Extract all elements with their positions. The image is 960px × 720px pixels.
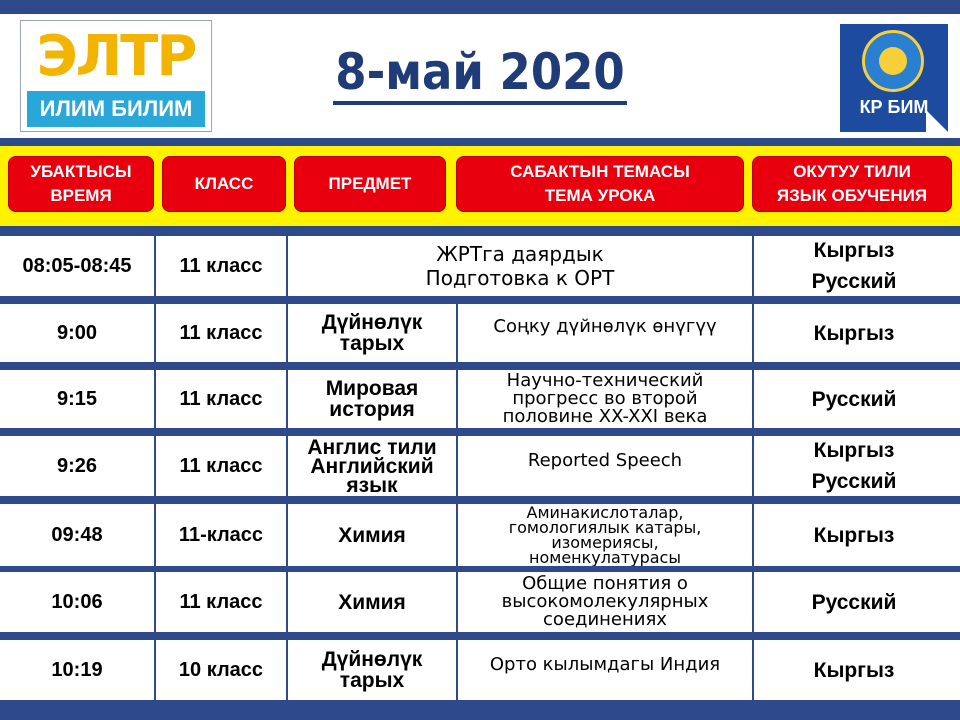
table-row [0, 370, 960, 428]
row-topic [458, 640, 752, 700]
page-title [300, 44, 660, 100]
row-language-line: Кыргыз [813, 658, 895, 682]
emblem-icon [862, 30, 924, 92]
row-topic-line: Орто кылымдагы Индия [489, 654, 721, 675]
row-time: 10:06 [51, 590, 103, 613]
kr-bim-text: КР БИМ [859, 97, 929, 117]
row-topic-line: Аминакислоталар, [526, 504, 684, 522]
row-topic [458, 370, 752, 428]
table-row [0, 436, 960, 496]
row-class: 11 класс [179, 387, 263, 410]
row-language-line: Русский [811, 470, 897, 493]
table-row [0, 504, 960, 566]
column-header-language-line2: ЯЗЫК ОБУЧЕНИЯ [776, 186, 928, 205]
top-band [0, 0, 960, 14]
row-topic-line: высокомолекулярных [501, 591, 709, 612]
row-topic-line: гомологиялык катары, [508, 518, 702, 537]
row-language [754, 504, 954, 566]
column-header-topic-line1: САБАКТЫН ТЕМАСЫ [510, 162, 690, 181]
row-language-line: Кыргыз [813, 321, 895, 345]
table-row [0, 640, 960, 700]
row-subject-line: язык [346, 473, 398, 497]
row-topic [458, 504, 752, 566]
bottom-band [0, 706, 960, 720]
row-class: 11 класс [179, 590, 263, 613]
row-topic [458, 436, 752, 496]
table-row [0, 572, 960, 632]
row-subject-line: тарых [339, 669, 405, 692]
row-language-line: Кыргыз [813, 439, 895, 462]
eltr-logo [20, 20, 212, 132]
row-topic-line: Научно-технический [506, 370, 704, 391]
row-time: 9:15 [56, 387, 98, 410]
row-subject [288, 640, 456, 700]
row-topic-line: ЖРТга даярдык [436, 242, 604, 266]
row-language-line: Русский [811, 270, 897, 293]
row-class: 11 класс [179, 321, 263, 344]
row-language [754, 640, 954, 700]
column-header-language [752, 156, 952, 212]
row-language-line: Русский [811, 387, 897, 411]
row-time: 08:05-08:45 [22, 254, 132, 277]
column-header-topic [456, 156, 744, 212]
row-topic-line: половине XX-XXI века [502, 406, 708, 427]
table-header [0, 146, 960, 226]
column-header-time-line1: УБАКТЫСЫ [30, 162, 132, 181]
row-topic-line: номенкулатурасы [529, 548, 681, 566]
eltr-logo-text: ЭЛТР [36, 24, 196, 89]
row-topic [288, 236, 752, 296]
row-language [754, 304, 954, 362]
kr-bim-logo [840, 24, 948, 132]
table-row [0, 236, 960, 296]
row-language [754, 236, 954, 296]
ilim-bilim-logo-text: ИЛИМ БИЛИМ [27, 91, 205, 127]
row-topic [458, 572, 752, 632]
row-language [754, 436, 954, 496]
column-header-class-line1: КЛАСС [194, 174, 254, 193]
column-header-time-line2: ВРЕМЯ [50, 186, 112, 205]
row-subject [288, 572, 456, 632]
row-class: 11 класс [179, 454, 263, 477]
row-subject-line: Химия [338, 523, 406, 547]
row-subject [288, 304, 456, 362]
row-subject-line: Дүйнөлүк [321, 311, 423, 334]
row-language-line: Русский [811, 590, 897, 614]
row-subject-line: история [329, 398, 415, 421]
row-subject-line: Англис тили [307, 435, 437, 459]
row-language [754, 572, 954, 632]
row-class: 11 класс [179, 254, 263, 277]
page-title-text: 8-май 2020 [333, 43, 626, 105]
row-subject-line: Мировая [325, 377, 419, 400]
row-time: 9:26 [56, 454, 98, 477]
row-topic [458, 304, 752, 362]
column-header-class [162, 156, 286, 212]
row-time: 10:19 [51, 658, 103, 681]
row-topic-line: соединениях [543, 609, 667, 630]
row-subject-line: Химия [338, 590, 406, 614]
column-header-time [8, 156, 154, 212]
column-header-language-line1: ОКУТУУ ТИЛИ [793, 162, 911, 181]
row-subject [288, 370, 456, 428]
table-row [0, 304, 960, 362]
row-topic-line: Общие понятия о [522, 573, 688, 594]
row-subject-line: Английский [310, 454, 434, 478]
column-header-subject [294, 156, 446, 212]
row-topic-line: прогресс во второй [512, 388, 698, 409]
column-header-topic-line2: ТЕМА УРОКА [544, 186, 656, 205]
row-class: 11-класс [178, 523, 264, 546]
column-header-subject-line1: ПРЕДМЕТ [328, 174, 412, 193]
row-language [754, 370, 954, 428]
row-subject [288, 504, 456, 566]
row-class: 10 класс [178, 658, 264, 681]
row-topic-line: Reported Speech [527, 450, 683, 471]
row-topic-line: изомериясы, [551, 533, 659, 552]
row-subject-line: тарых [339, 332, 405, 355]
row-time: 9:00 [56, 321, 98, 344]
page-header [0, 14, 960, 138]
row-language-line: Кыргыз [813, 239, 895, 262]
row-topic-line: Соңку дүйнөлүк өнүгүү [493, 316, 717, 337]
row-language-line: Кыргыз [813, 523, 895, 547]
row-subject-line: Дүйнөлүк [321, 648, 423, 671]
row-topic-line: Подготовка к ОРТ [425, 266, 615, 290]
row-time: 09:48 [51, 523, 103, 546]
page-fold-icon [926, 110, 948, 132]
row-subject [288, 436, 456, 496]
